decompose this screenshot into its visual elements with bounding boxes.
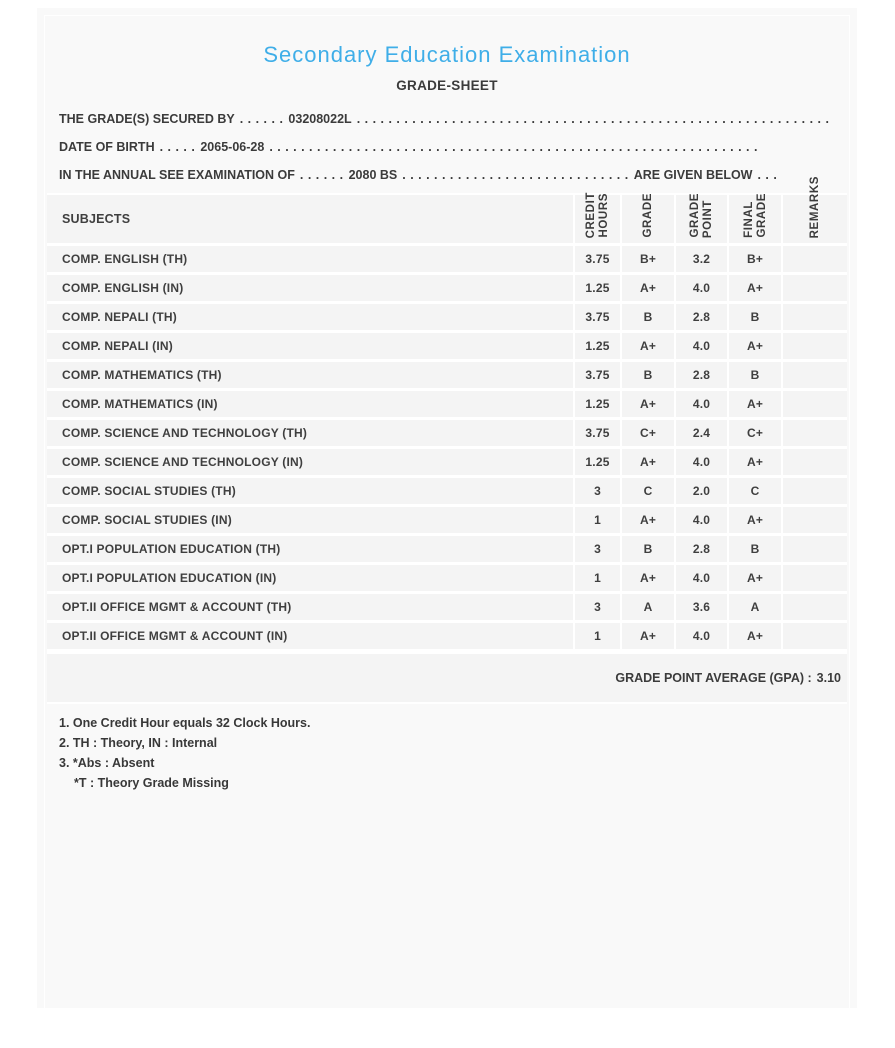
vertical-header-text <box>783 176 847 238</box>
vertical-header-text <box>729 193 781 238</box>
credit-hours-cell: 1 <box>575 623 620 649</box>
remarks-header <box>783 175 847 243</box>
footnote-credit-hours: 1. One Credit Hour equals 32 Clock Hours. <box>59 716 311 730</box>
final-grade-cell: A+ <box>729 449 781 475</box>
credit-hours-cell: 1 <box>575 565 620 591</box>
grade-cell: A+ <box>622 391 674 417</box>
grade-cell: B <box>622 536 674 562</box>
info-suffix: ARE GIVEN BELOW <box>633 168 753 182</box>
credit-hours-cell: 3 <box>575 536 620 562</box>
symbol-number-value: 03208022L <box>288 112 352 126</box>
grade-cell: A+ <box>622 623 674 649</box>
final-grade-cell: B <box>729 362 781 388</box>
header-line: GRADE <box>755 193 768 238</box>
dot-leader: . . . . . . . . . . . . . . . . . . . . . . . . . . . . . . . . . . . . . . . . . . . . . . . . . . . . . . . . . . . . <box>356 112 830 126</box>
table-row <box>47 536 847 562</box>
header-line: HOURS <box>598 193 610 238</box>
credit-hours-cell: 1.25 <box>575 275 620 301</box>
grade-point-cell: 3.6 <box>676 594 727 620</box>
credit-hours-cell: 3.75 <box>575 304 620 330</box>
page-title: Secondary Education Examination <box>263 42 631 67</box>
page-subtitle: GRADE-SHEET <box>396 78 498 93</box>
header-line: FINAL <box>742 201 755 238</box>
final-grade-cell: C+ <box>729 420 781 446</box>
vertical-header-text <box>676 193 727 238</box>
header-line: GRADE <box>642 193 654 238</box>
remarks-cell <box>783 449 847 475</box>
footnote-th-in: 2. TH : Theory, IN : Internal <box>59 736 218 750</box>
table-row <box>47 420 847 446</box>
final-grade-cell: B <box>729 536 781 562</box>
final-grade-cell: B+ <box>729 246 781 272</box>
dot-leader: . . . . . <box>159 140 196 154</box>
final-grade-header <box>729 195 781 243</box>
remarks-cell <box>783 304 847 330</box>
grade-point-cell: 4.0 <box>676 275 727 301</box>
table-row <box>47 623 847 649</box>
table-row <box>47 333 847 359</box>
info-label: DATE OF BIRTH <box>59 140 155 154</box>
grade-sheet-panel <box>44 15 850 1048</box>
grade-point-cell: 2.8 <box>676 362 727 388</box>
header-line: GRADE <box>689 193 701 238</box>
subject-cell: OPT.I POPULATION EDUCATION (TH) <box>47 536 573 562</box>
final-grade-cell: A+ <box>729 565 781 591</box>
footnotes <box>59 713 849 793</box>
credit-hours-header <box>575 191 620 243</box>
table-row <box>47 507 847 533</box>
dot-leader: . . . . . . . . . . . . . . . . . . . . . . . . . . . . . <box>402 168 629 182</box>
grade-cell: A <box>622 594 674 620</box>
dot-leader: . . . . . . <box>239 112 284 126</box>
remarks-cell <box>783 507 847 533</box>
credit-hours-cell: 3.75 <box>575 246 620 272</box>
remarks-cell <box>783 362 847 388</box>
grade-cell: A+ <box>622 565 674 591</box>
gpa-value: 3.10 <box>816 671 841 685</box>
gpa-row <box>47 654 847 702</box>
header-line: REMARKS <box>809 175 821 238</box>
final-grade-cell: A+ <box>729 507 781 533</box>
table-row <box>47 275 847 301</box>
subject-cell: COMP. NEPALI (TH) <box>47 304 573 330</box>
grade-point-cell: 2.8 <box>676 536 727 562</box>
grade-header <box>622 195 674 243</box>
grade-point-header <box>676 195 727 243</box>
final-grade-cell: A+ <box>729 333 781 359</box>
credit-hours-cell: 3 <box>575 478 620 504</box>
grade-point-cell: 4.0 <box>676 623 727 649</box>
credit-hours-cell: 1 <box>575 507 620 533</box>
remarks-cell <box>783 594 847 620</box>
date-of-birth-value: 2065-06-28 <box>200 140 265 154</box>
remarks-cell <box>783 565 847 591</box>
dot-leader: . . . . . . <box>299 168 344 182</box>
table-row <box>47 478 847 504</box>
remarks-cell <box>783 333 847 359</box>
remarks-cell <box>783 275 847 301</box>
subjects-header: SUBJECTS <box>47 195 573 243</box>
remarks-cell <box>783 623 847 649</box>
final-grade-cell: A <box>729 594 781 620</box>
table-row <box>47 565 847 591</box>
grade-point-cell: 4.0 <box>676 507 727 533</box>
grade-cell: A+ <box>622 275 674 301</box>
header-line: POINT <box>702 199 714 238</box>
credit-hours-cell: 1.25 <box>575 333 620 359</box>
gpa-label: GRADE POINT AVERAGE (GPA) : <box>615 671 812 685</box>
table-row <box>47 246 847 272</box>
table-row <box>47 594 847 620</box>
remarks-cell <box>783 420 847 446</box>
subject-cell: COMP. MATHEMATICS (TH) <box>47 362 573 388</box>
grade-cell: A+ <box>622 333 674 359</box>
grade-cell: B <box>622 362 674 388</box>
footnote-abs: 3. *Abs : Absent <box>59 756 155 770</box>
subject-cell: COMP. SCIENCE AND TECHNOLOGY (IN) <box>47 449 573 475</box>
credit-hours-cell: 3.75 <box>575 362 620 388</box>
subject-cell: OPT.I POPULATION EDUCATION (IN) <box>47 565 573 591</box>
info-line-exam-year <box>59 161 835 189</box>
grade-point-cell: 4.0 <box>676 449 727 475</box>
grade-cell: B <box>622 304 674 330</box>
vertical-header-text <box>622 193 674 238</box>
subject-cell: COMP. ENGLISH (IN) <box>47 275 573 301</box>
exam-year-value: 2080 BS <box>348 168 398 182</box>
final-grade-cell: C <box>729 478 781 504</box>
credit-hours-cell: 1.25 <box>575 391 620 417</box>
grade-cell: A+ <box>622 507 674 533</box>
remarks-cell <box>783 246 847 272</box>
grade-point-cell: 4.0 <box>676 391 727 417</box>
final-grade-cell: B <box>729 304 781 330</box>
grade-point-cell: 2.8 <box>676 304 727 330</box>
dot-leader: . . . . . . . . . . . . . . . . . . . . . . . . . . . . . . . . . . . . . . . . . . . . . . . . . . . . . . . . . . . . . . <box>269 140 758 154</box>
final-grade-cell: A+ <box>729 623 781 649</box>
remarks-cell <box>783 391 847 417</box>
final-grade-cell: A+ <box>729 275 781 301</box>
grade-point-cell: 4.0 <box>676 565 727 591</box>
info-line-grades-secured-by <box>59 105 835 133</box>
subject-cell: OPT.II OFFICE MGMT & ACCOUNT (TH) <box>47 594 573 620</box>
subject-cell: COMP. SOCIAL STUDIES (IN) <box>47 507 573 533</box>
dot-leader: . . . <box>757 168 778 182</box>
subject-cell: COMP. ENGLISH (TH) <box>47 246 573 272</box>
remarks-cell <box>783 536 847 562</box>
footnote-theory-grade-missing: *T : Theory Grade Missing <box>74 776 229 790</box>
grade-cell: A+ <box>622 449 674 475</box>
credit-hours-cell: 3 <box>575 594 620 620</box>
credit-hours-cell: 1.25 <box>575 449 620 475</box>
info-line-date-of-birth <box>59 133 835 161</box>
table-row <box>47 391 847 417</box>
remarks-cell <box>783 478 847 504</box>
grade-point-cell: 2.4 <box>676 420 727 446</box>
table-row <box>47 449 847 475</box>
credit-hours-cell: 3.75 <box>575 420 620 446</box>
grade-point-cell: 2.0 <box>676 478 727 504</box>
info-label: IN THE ANNUAL SEE EXAMINATION OF <box>59 168 295 182</box>
vertical-header-text <box>575 192 620 238</box>
header-line: CREDIT <box>585 191 597 238</box>
info-label: THE GRADE(S) SECURED BY <box>59 112 235 126</box>
subject-cell: COMP. SOCIAL STUDIES (TH) <box>47 478 573 504</box>
subject-cell: COMP. MATHEMATICS (IN) <box>47 391 573 417</box>
subject-cell: COMP. SCIENCE AND TECHNOLOGY (TH) <box>47 420 573 446</box>
grade-cell: B+ <box>622 246 674 272</box>
grade-point-cell: 3.2 <box>676 246 727 272</box>
grade-cell: C <box>622 478 674 504</box>
final-grade-cell: A+ <box>729 391 781 417</box>
grade-sheet-card <box>37 8 857 1008</box>
grade-cell: C+ <box>622 420 674 446</box>
grade-point-cell: 4.0 <box>676 333 727 359</box>
table-row <box>47 304 847 330</box>
table-row <box>47 362 847 388</box>
subject-cell: OPT.II OFFICE MGMT & ACCOUNT (IN) <box>47 623 573 649</box>
candidate-info <box>59 105 835 189</box>
subject-cell: COMP. NEPALI (IN) <box>47 333 573 359</box>
